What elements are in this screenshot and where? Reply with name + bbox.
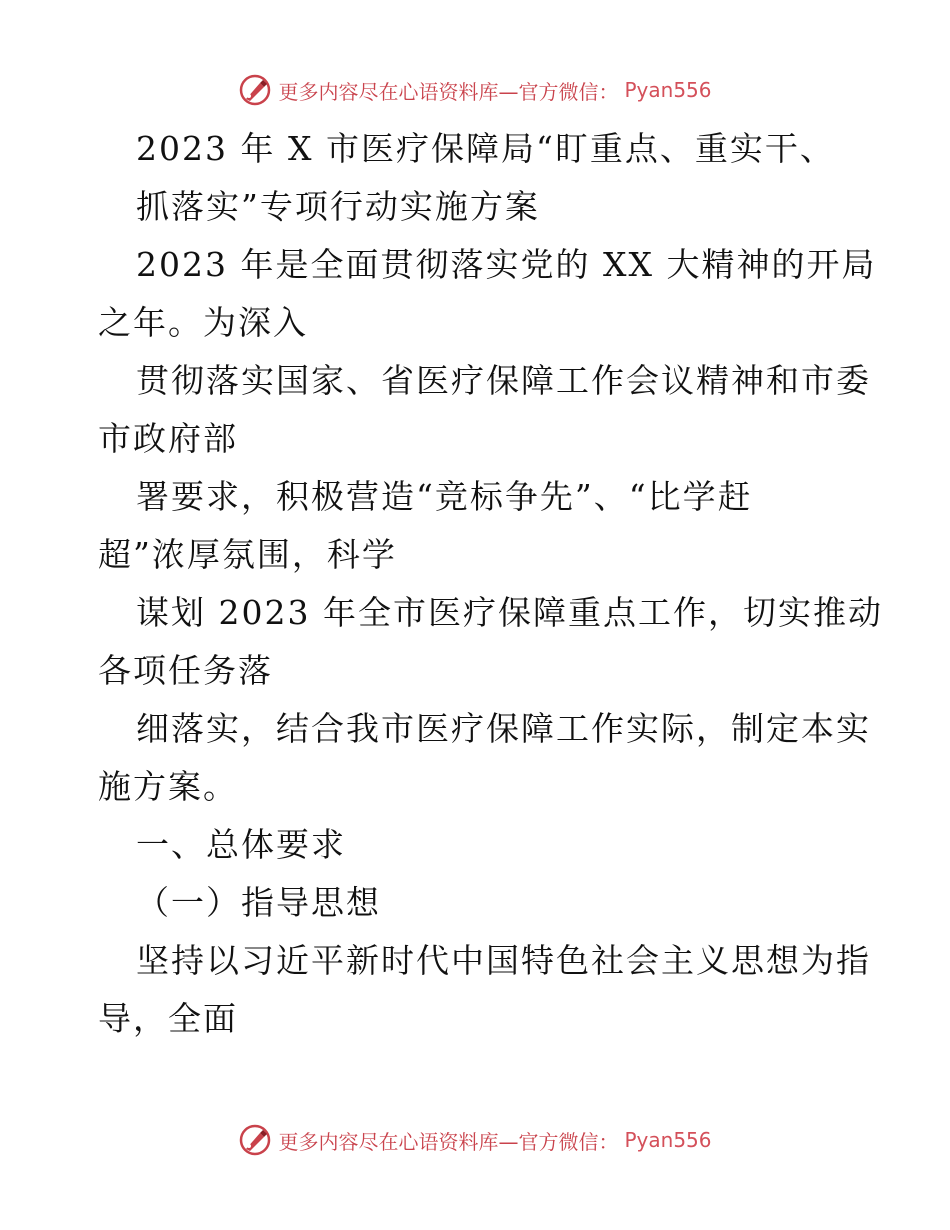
paragraph-line: 各项任务落: [98, 651, 273, 690]
paragraph-line: 市政府部: [98, 419, 238, 458]
paragraph-line: 署要求，积极营造“竞标争先”、“比学赶: [136, 477, 753, 516]
watermark-header: [0, 72, 950, 108]
pen-logo-icon: [238, 73, 272, 107]
watermark-text: 更多内容尽在心语资料库—官方微信：: [278, 1129, 619, 1154]
title-line-2: 抓落实”专项行动实施方案: [136, 187, 540, 226]
pen-logo-icon: [238, 1123, 272, 1157]
watermark-footer: [0, 1122, 950, 1158]
paragraph-line: 之年。为深入: [98, 303, 308, 342]
paragraph-line: 施方案。: [98, 767, 238, 806]
watermark-account: Pyan556: [624, 1128, 712, 1152]
paragraph-line: 细落实，结合我市医疗保障工作实际，制定本实: [136, 709, 871, 748]
paragraph-line: 坚持以习近平新时代中国特色社会主义思想为指: [136, 941, 871, 980]
paragraph-line: 导，全面: [98, 999, 238, 1038]
paragraph-line: 贯彻落实国家、省医疗保障工作会议精神和市委: [136, 361, 871, 400]
watermark-account: Pyan556: [624, 78, 712, 102]
section-heading: 一、总体要求: [136, 825, 346, 864]
document-body: [98, 120, 883, 1048]
paragraph-line: 2023 年是全面贯彻落实党的 XX 大精神的开局: [136, 245, 877, 284]
subsection-heading: （一）指导思想: [136, 883, 381, 922]
paragraph-line: 超”浓厚氛围，科学: [98, 535, 397, 574]
watermark-text: 更多内容尽在心语资料库—官方微信：: [278, 79, 619, 104]
paragraph-line: 谋划 2023 年全市医疗保障重点工作，切实推动: [136, 593, 883, 632]
title-line-1: 2023 年 X 市医疗保障局“盯重点、重实干、: [136, 129, 835, 168]
